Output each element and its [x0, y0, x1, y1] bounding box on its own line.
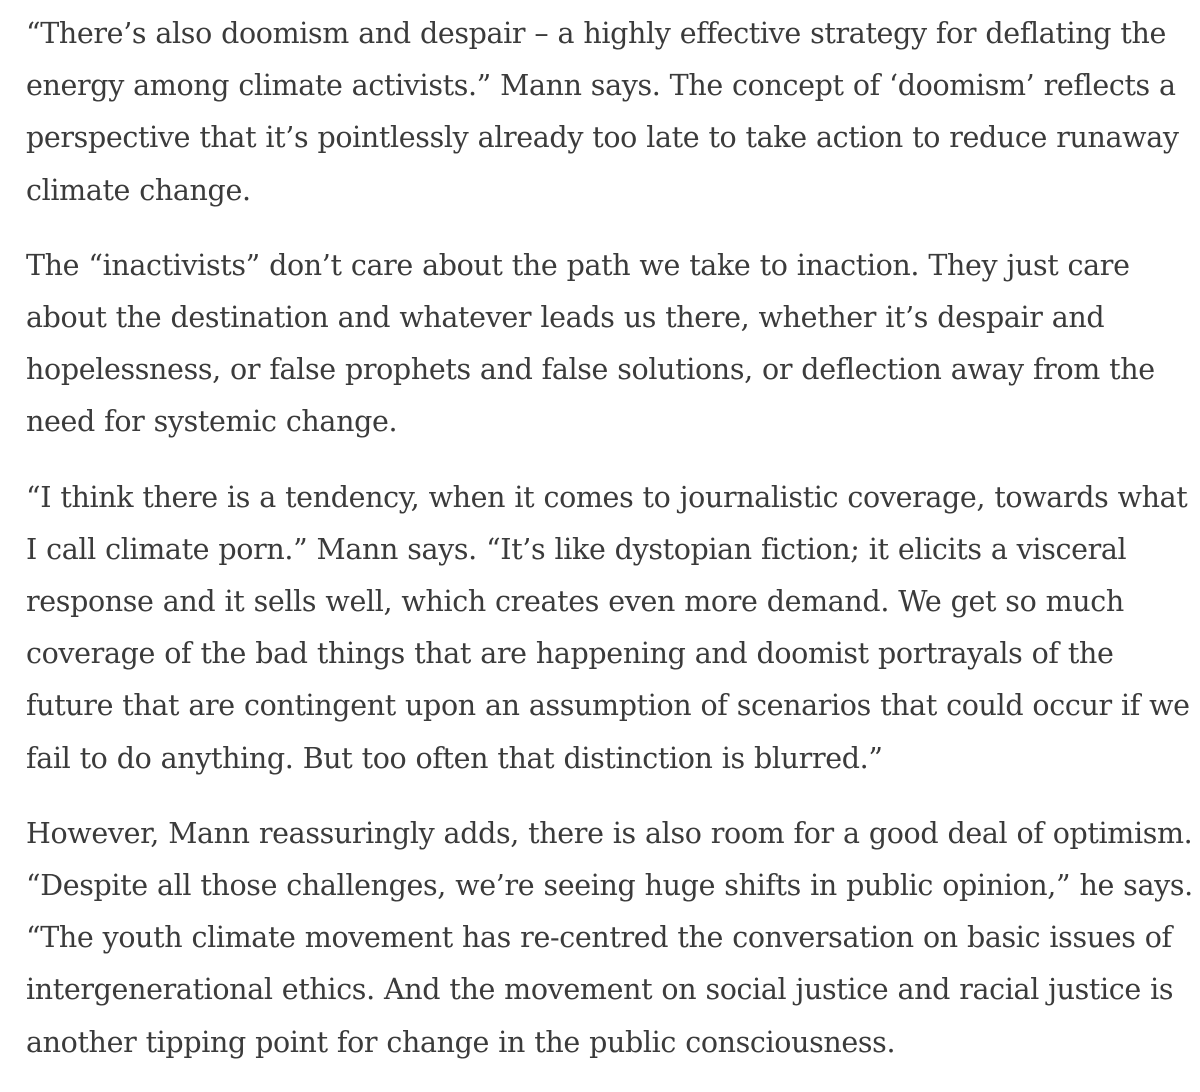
paragraph-doomism: “There’s also doomism and despair – a highly effective strategy for deflating the energy among climate activists.” Mann says. The concept of ‘doomism’ reflects a perspective that it’s pointlessly already too late to take action to reduce runaway climate change.	[26, 17, 1179, 207]
paragraph-inactivists: The “inactivists” don’t care about the path we take to inaction. They just care about the destination and whatever leads us there, whether it’s despair and hopelessness, or false prophets and false solutions, or deflection away from the need for systemic change.	[26, 248, 1155, 439]
paragraph-climate-porn: “I think there is a tendency, when it comes to journalistic coverage, towards what I call climate porn.” Mann says. “It’s like dystopian fiction; it elicits a visceral response and it sells well, which creates even more demand. We get so much coverage of the bad things that are happening and doomist portrayals of the future that are contingent upon an assumption of scenarios that could occur if we fail to do anything. But too often that distinction is blurred.”	[26, 480, 1190, 775]
article-body	[26, 8, 1196, 1092]
paragraph-optimism: However, Mann reassuringly adds, there is also room for a good deal of optimism. “Despite all those challenges, we’re seeing huge shifts in public opinion,” he says. “The youth climate movement has re-centred the conversation on basic issues of intergenerational ethics. And the movement on social justice and racial justice is another tipping point for change in the public consciousness.	[26, 816, 1193, 1059]
